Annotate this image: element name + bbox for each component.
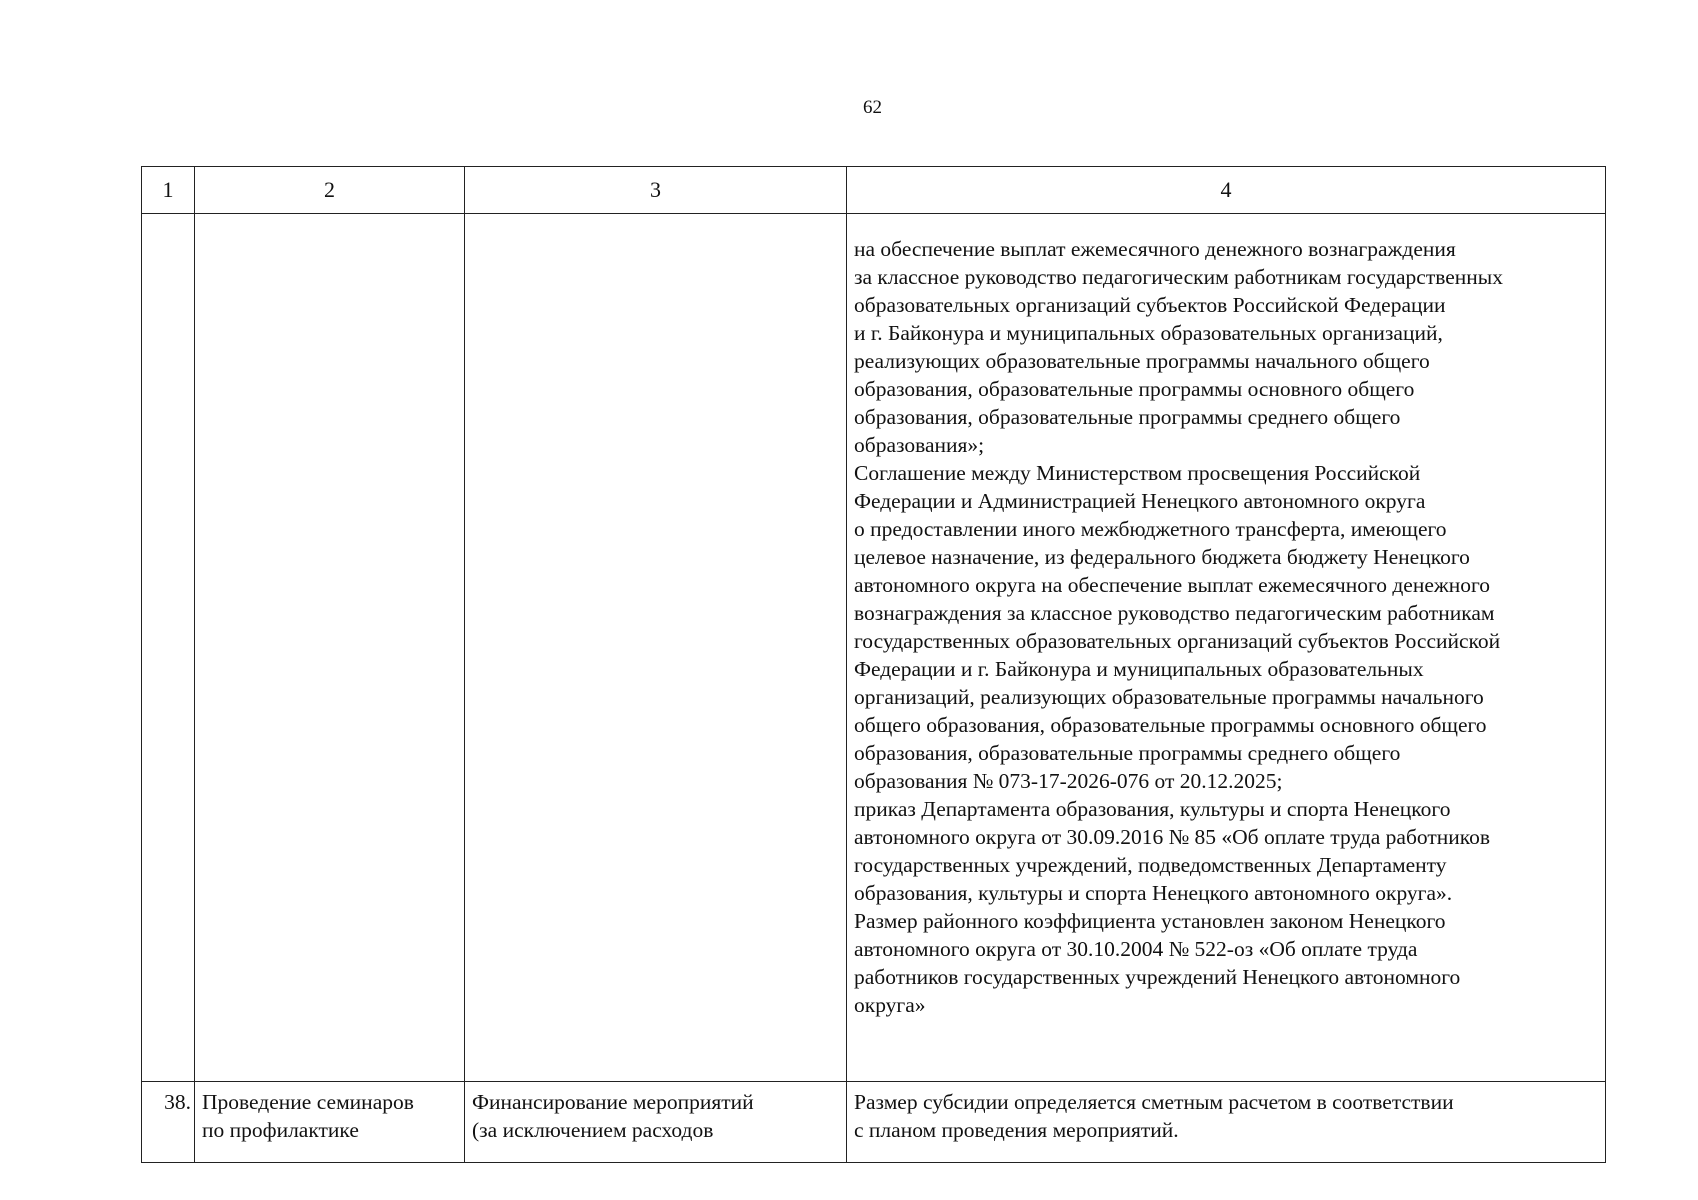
page-number: 62 xyxy=(863,97,882,118)
cell-continuation-col4 xyxy=(847,214,1606,1082)
table-row-38 xyxy=(142,1082,1606,1163)
cell-continuation-col1 xyxy=(142,214,195,1082)
column-header-3: 3 xyxy=(465,167,847,214)
row-38-expense-type: Финансирование мероприятий (за исключением расходов xyxy=(472,1090,754,1142)
column-header-2: 2 xyxy=(195,167,465,214)
row-38-col2 xyxy=(195,1082,465,1163)
paragraph-district-coefficient: Размер районного коэффициента установлен законом Ненецкого автономного округа от 30.10.2004 № 522-оз «Об оплате труда работников государственных учреждений Ненецкого автономного округа» xyxy=(854,909,1461,1017)
document-table xyxy=(141,166,1606,1163)
table-row-continuation xyxy=(142,214,1606,1082)
row-38-subsidy-description: Размер субсидии определяется сметным расчетом в соответствии с планом проведения мероприятий. xyxy=(854,1090,1454,1142)
cell-continuation-col2 xyxy=(195,214,465,1082)
paragraph-decree-end: на обеспечение выплат ежемесячного денежного вознаграждения за классное руководство педагогическим работникам государственных образовательных организаций субъектов Российской Федерации и г. Байконура и муниципальных образовательных организаций, реализующих образовательные программы начального общего образования, образовательные программы основного общего образования, образовательные программы среднего общего образования»; xyxy=(854,237,1503,457)
paragraph-agreement: Соглашение между Министерством просвещения Российской Федерации и Администрацией Ненецкого автономного округа о предоставлении иного межбюджетного трансферта, имеющего целевое назначение, из федерального бюджета бюджету Ненецкого автономного округа на обеспечение выплат ежемесячного денежного вознаграждения за классное руководство педагогическим работникам государственных образовательных организаций субъектов Российской Федерации и г. Байконура и муниципальных образовательных организаций, реализующих образовательные программы начального общего образования, образовательные программы основного общего образования, образовательные программы среднего общего образования № 073-17-2026-076 от 20.12.2025; xyxy=(854,461,1501,793)
column-header-1: 1 xyxy=(142,167,195,214)
row-38-event-name: Проведение семинаров по профилактике xyxy=(202,1090,414,1142)
table-header-row xyxy=(142,167,1606,214)
cell-continuation-col3 xyxy=(465,214,847,1082)
paragraph-order: приказ Департамента образования, культуры и спорта Ненецкого автономного округа от 30.09.2016 № 85 «Об оплате труда работников государственных учреждений, подведомственных Департаменту образования, культуры и спорта Ненецкого автономного округа». xyxy=(854,797,1491,905)
column-header-4: 4 xyxy=(847,167,1606,214)
row-38-col3 xyxy=(465,1082,847,1163)
row-38-col4 xyxy=(847,1082,1606,1163)
row-38-number: 38. xyxy=(142,1082,195,1163)
